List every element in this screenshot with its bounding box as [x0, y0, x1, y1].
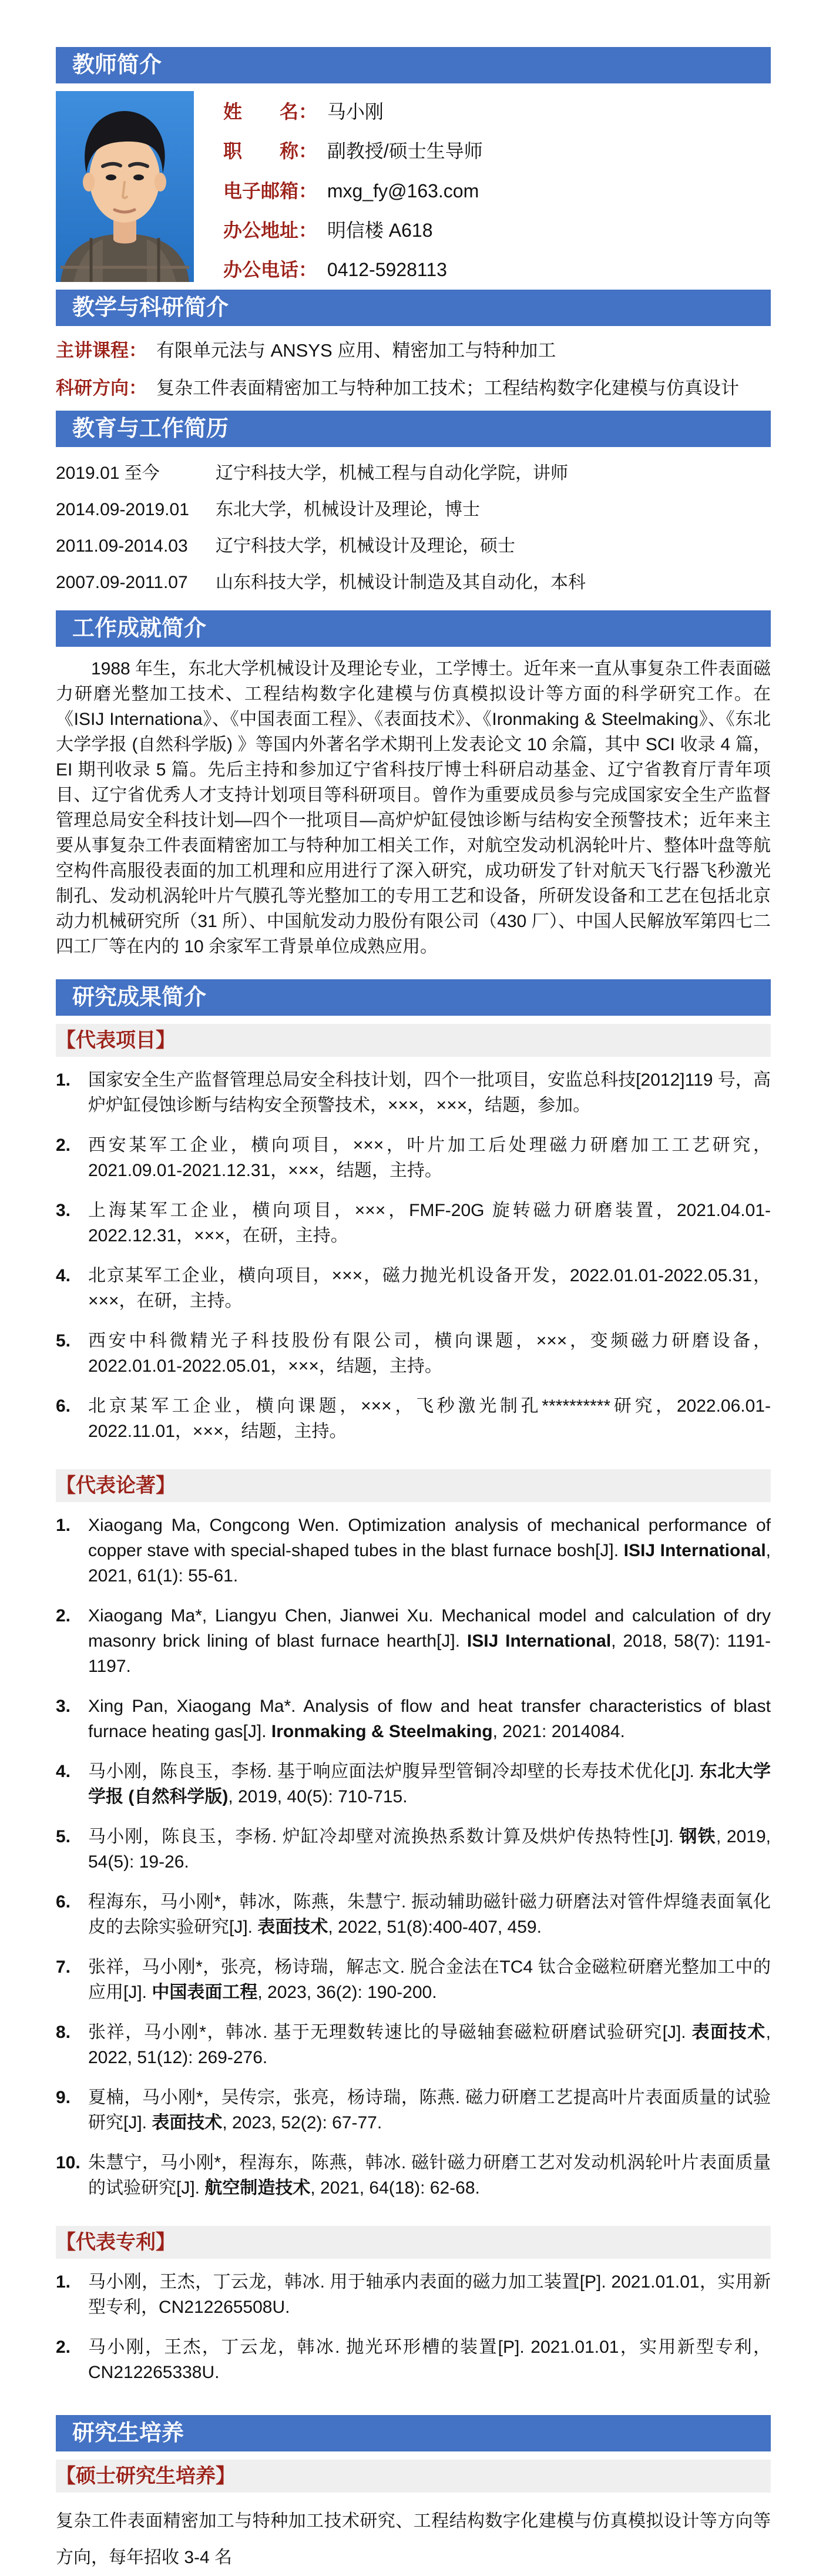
- teaching-row-label: 主讲课程：: [56, 340, 147, 361]
- project-item-text: 北京某军工企业，横向项目，×××，磁力抛光机设备开发，2022.01.01-2022.05.31，×××，在研，主持。: [88, 1266, 771, 1311]
- education-detail: 山东科技大学，机械设计制造及其自动化，本科: [216, 573, 586, 592]
- education-row: [56, 534, 771, 559]
- publications-list: [56, 1502, 771, 2218]
- publication-item: [56, 1824, 771, 1875]
- teaching-row: [56, 338, 771, 364]
- education-row: [56, 498, 771, 522]
- field-label: 办公电话：: [223, 259, 318, 280]
- publication-item: [56, 1513, 771, 1588]
- teaching-row-value: 有限单元法与 ANSYS 应用、精密加工与特种加工: [156, 340, 556, 361]
- project-item-number: 5.: [56, 1331, 71, 1351]
- teaching-row: [56, 375, 771, 401]
- publication-item-text: 张祥，马小刚*，韩冰. 基于无理数转速比的导磁轴套磁粒研磨试验研究[J]. 表面技术, 2022, 51(12): 269-276.: [88, 2023, 771, 2067]
- patent-item-number: 1.: [56, 2272, 71, 2292]
- profile-photo: [56, 91, 194, 282]
- education-period: 2014.09-2019.01: [56, 500, 189, 519]
- project-item-number: 4.: [56, 1266, 71, 1285]
- publication-item-text: Xiaogang Ma, Congcong Wen. Optimization analysis of mechanical performance of copper stave with special-shaped tubes in the blast furnace bosh[J]. ISIJ International, 2021, 61(1): 55-61.: [88, 1516, 771, 1586]
- profile-field-row: [223, 136, 483, 163]
- publication-item-number: 2.: [56, 1606, 71, 1625]
- teaching-block: [56, 326, 771, 411]
- profile-fields: [223, 91, 483, 282]
- project-item-text: 国家安全生产监督管理总局安全科技计划，四个一批项目，安监总科技[2012]119 号，高炉炉缸侵蚀诊断与结构安全预警技术，×××，×××，结题，参加。: [88, 1070, 771, 1115]
- publication-item-text: 程海东，马小刚*，韩冰，陈燕，朱慧宁. 振动辅助磁针磁力研磨法对管件焊缝表面氧化皮的去除实验研究[J]. 表面技术, 2022, 51(8):400-407, 459.: [88, 1892, 771, 1937]
- education-detail: 辽宁科技大学，机械设计及理论，硕士: [216, 536, 515, 556]
- project-item-text: 上海某军工企业，横向项目，×××，FMF-20G 旋转磁力研磨装置，2021.04.01-2022.12.31，×××，在研，主持。: [88, 1201, 771, 1245]
- education-detail: 东北大学，机械设计及理论，博士: [216, 500, 480, 519]
- project-item: [56, 1263, 771, 1314]
- project-item-number: 2.: [56, 1136, 71, 1155]
- publication-item-text: 马小刚，陈良玉，李杨. 基于响应面法炉腹异型管铜冷却壁的长寿技术优化[J]. 东北大学学报 (自然科学版), 2019, 40(5): 710-715.: [88, 1762, 771, 1806]
- project-item-text: 北京某军工企业，横向课题，×××，飞秒激光制孔**********研究，2022.06.01-2022.11.01，×××，结题，主持。: [88, 1396, 771, 1441]
- field-value: 明信楼 A618: [327, 219, 433, 241]
- field-label: 职 称：: [223, 140, 318, 162]
- publication-item-number: 9.: [56, 2088, 71, 2107]
- field-value: 马小刚: [327, 101, 384, 122]
- education-row: [56, 461, 771, 486]
- publication-item-text: 马小刚，陈良玉，李杨. 炉缸冷却壁对流换热系数计算及烘炉传热特性[J]. 钢铁, 2019, 54(5): 19-26.: [88, 1827, 771, 1872]
- education-period: 2011.09-2014.03: [56, 536, 188, 556]
- patents-list: [56, 2259, 771, 2402]
- publication-item-text: 夏楠，马小刚*，吴传宗，张亮，杨诗瑞，陈燕. 磁力研磨工艺提高叶片表面质量的试验研究[J]. 表面技术, 2023, 52(2): 67-77.: [88, 2088, 771, 2132]
- patent-item: [56, 2269, 771, 2320]
- patent-item-text: 马小刚，王杰，丁云龙，韩冰. 用于轴承内表面的磁力加工装置[P]. 2021.01.01，实用新型专利，CN212265508U.: [88, 2272, 771, 2317]
- section-header-teacher-intro: 教师简介: [56, 47, 771, 83]
- project-item: [56, 1393, 771, 1444]
- teaching-row-label: 科研方向：: [56, 378, 147, 398]
- field-label: 姓 名：: [223, 101, 318, 122]
- project-item-number: 6.: [56, 1396, 71, 1416]
- publication-item: [56, 1954, 771, 2005]
- education-detail: 辽宁科技大学，机械工程与自动化学院，讲师: [216, 464, 568, 483]
- field-value: 副教授/硕士生导师: [327, 140, 483, 162]
- publication-item-number: 8.: [56, 2023, 71, 2042]
- publication-item: [56, 1759, 771, 1809]
- publication-item: [56, 2085, 771, 2135]
- publication-item-text: 张祥，马小刚*，张亮，杨诗瑞，解志文. 脱合金法在TC4 钛合金磁粒研磨光整加工中的应用[J]. 中国表面工程, 2023, 36(2): 190-200.: [88, 1957, 771, 2002]
- project-item-text: 西安某军工企业，横向项目，×××，叶片加工后处理磁力研磨加工工艺研究，2021.09.01-2021.12.31，×××，结题，主持。: [88, 1136, 771, 1180]
- publication-item-number: 7.: [56, 1957, 71, 1977]
- subsection-title-master-training: 【硕士研究生培养】: [56, 2460, 771, 2493]
- field-label: 电子邮箱：: [223, 180, 318, 201]
- project-item: [56, 1067, 771, 1118]
- field-value: mxg_fy@163.com: [327, 180, 479, 201]
- publication-item: [56, 2020, 771, 2070]
- education-block: [56, 447, 771, 606]
- publication-item-number: 3.: [56, 1697, 71, 1716]
- person-portrait-image: [56, 91, 194, 282]
- profile-field-row: [223, 255, 483, 282]
- publication-item-text: 朱慧宁，马小刚*，程海东，陈燕，韩冰. 磁针磁力研磨工艺对发动机涡轮叶片表面质量的试验研究[J]. 航空制造技术, 2021, 64(18): 62-68.: [88, 2153, 771, 2198]
- education-period: 2007.09-2011.07: [56, 573, 188, 592]
- project-item: [56, 1133, 771, 1183]
- publication-item-text: Xiaogang Ma*, Liangyu Chen, Jianwei Xu. Mechanical model and calculation of dry masonry brick lining of blast furnace hearth[J]. ISIJ International, 2018, 58(7): 1191-1197.: [88, 1606, 771, 1676]
- subsection-title-projects: 【代表项目】: [56, 1024, 771, 1057]
- section-header-teaching-research: 教学与科研简介: [56, 290, 771, 326]
- section-header-achievements: 工作成就简介: [56, 610, 771, 647]
- project-item: [56, 1198, 771, 1248]
- teaching-row-value: 复杂工件表面精密加工与特种加工技术；工程结构数字化建模与仿真设计: [156, 378, 739, 398]
- publication-item-number: 6.: [56, 1892, 71, 1912]
- project-item: [56, 1328, 771, 1379]
- field-value: 0412-5928113: [327, 259, 447, 280]
- section-header-graduate-training: 研究生培养: [56, 2415, 771, 2451]
- patent-item: [56, 2335, 771, 2385]
- patent-item-number: 2.: [56, 2337, 71, 2357]
- publication-item: [56, 1603, 771, 1679]
- subsection-title-publications: 【代表论著】: [56, 1469, 771, 1502]
- publication-item: [56, 2150, 771, 2201]
- publication-item-number: 1.: [56, 1516, 71, 1535]
- publication-item: [56, 1694, 771, 1744]
- publication-item-number: 5.: [56, 1827, 71, 1846]
- profile-section: [56, 83, 771, 290]
- project-item-number: 3.: [56, 1201, 71, 1220]
- field-label: 办公地址：: [223, 219, 318, 241]
- profile-field-row: [223, 97, 483, 124]
- faculty-profile-page: [56, 0, 771, 2576]
- publication-item-number: 10.: [56, 2153, 80, 2172]
- subsection-title-patents: 【代表专利】: [56, 2226, 771, 2259]
- profile-field-row: [223, 216, 483, 243]
- section-header-education-history: 教育与工作简历: [56, 411, 771, 447]
- publication-item-text: Xing Pan, Xiaogang Ma*. Analysis of flow and heat transfer characteristics of blast furnace heating gas[J]. Ironmaking & Steelmaking, 2021: 2014084.: [88, 1697, 771, 1741]
- profile-field-row: [223, 176, 483, 203]
- patent-item-text: 马小刚，王杰，丁云龙，韩冰. 抛光环形槽的装置[P]. 2021.01.01，实用新型专利，CN212265338U.: [88, 2337, 771, 2382]
- projects-list: [56, 1057, 771, 1461]
- graduate-training-text: 复杂工件表面精密加工与特种加工技术研究、工程结构数字化建模与仿真模拟设计等方向等方向，每年招收 3-4 名: [56, 2511, 771, 2567]
- publication-item-number: 4.: [56, 1762, 71, 1781]
- project-item-text: 西安中科微精光子科技股份有限公司，横向课题，×××，变频磁力研磨设备，2022.01.01-2022.05.01，×××，结题，主持。: [88, 1331, 771, 1376]
- project-item-number: 1.: [56, 1070, 71, 1090]
- education-period: 2019.01 至今: [56, 464, 160, 483]
- publication-item: [56, 1889, 771, 1940]
- education-row: [56, 570, 771, 595]
- achievements-paragraph: 1988 年生，东北大学机械设计及理论专业，工学博士。近年来一直从事复杂工件表面磁力研磨光整加工技术、工程结构数字化建模与仿真模拟设计等方面的科学研究工作。在《ISIJ Internationa》、《中国表面工程》、《表面技术》、《Ironmaking & Steelmaking》、《东北大学学报 (自然科学版) 》等国内外著名学术期刊上发表论文 10 余篇，其中 SCI 收录 4 篇，EI 期刊收录 5 篇。先后主持和参加辽宁省科技厅博士科研启动基金、辽宁省教育厅青年项目、辽宁省优秀人才支持计划项目等科研项目。曾作为重要成员参与完成国家安全生产监督管理总局安全科技计划—四个一批项目—高炉炉缸侵蚀诊断与结构安全预警技术；近年来主要从事复杂工件表面精密加工与特种加工相关工作，对航空发动机涡轮叶片、整体叶盘等航空构件高服役表面的加工机理和应用进行了深入研究，成功研发了针对航天飞行器飞秒激光制孔、发动机涡轮叶片气膜孔等光整加工的专用工艺和设备，所研发设备和工艺在包括北京动力机械研究所（31 所）、中国航发动力股份有限公司（430 厂）、中国人民解放军第四七二四工厂等在内的 10 余家军工背景单位成熟应用。: [56, 659, 771, 956]
- section-header-research-results: 研究成果简介: [56, 979, 771, 1016]
